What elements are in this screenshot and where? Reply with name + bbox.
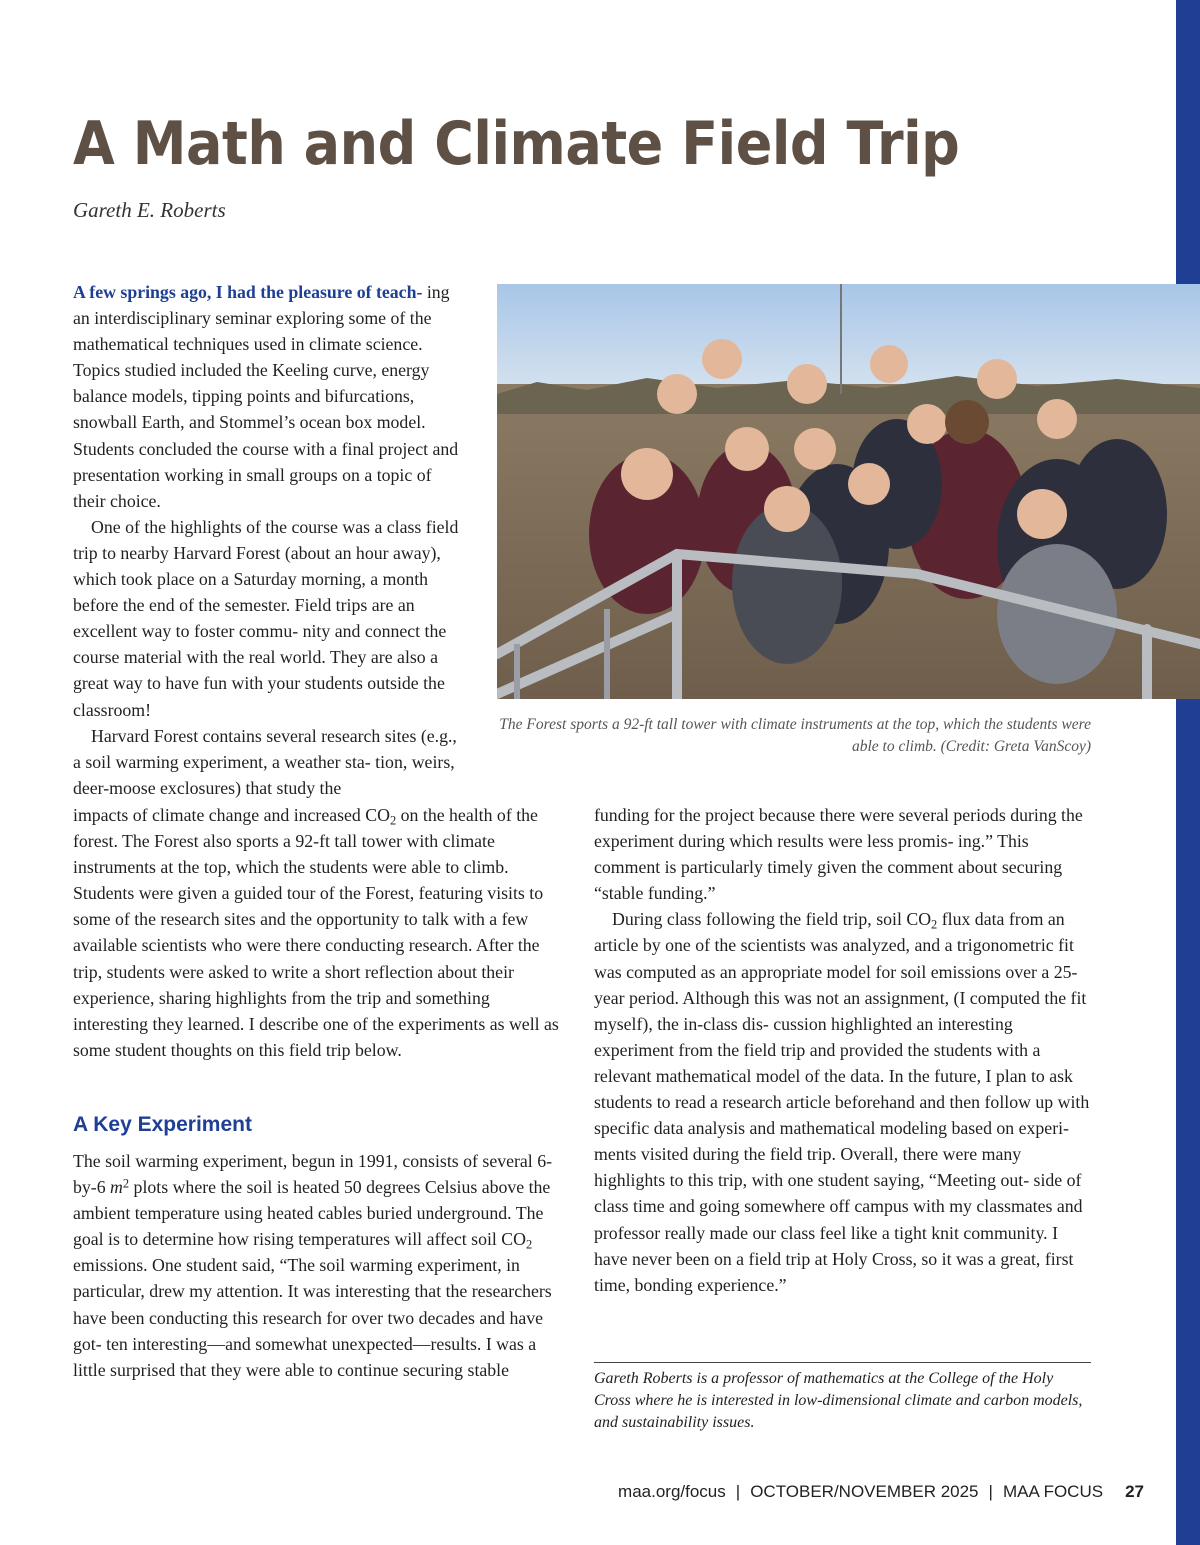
footer-magazine: MAA FOCUS xyxy=(1002,1482,1104,1501)
group-photo-illustration xyxy=(497,284,1200,699)
intro-paragraph-3-start: Harvard Forest contains several research sites (e.g., a soil warming experiment, a weather sta- tion, weirs, deer-moose exclosures) that study the xyxy=(73,725,457,798)
right-main-column xyxy=(594,802,1092,1298)
intro-column xyxy=(73,279,468,801)
footer-issue: OCTOBER/NOVEMBER 2025 xyxy=(750,1482,979,1501)
intro-paragraph-1: A few springs ago, I had the pleasure of teach- ing an interdisciplinary seminar exploring some of the mathematical techniques used in climate science. Topics studied included the Keeling curve, energy balance models, tipping points and bifurcations, snowball Earth, and Stommel’s ocean box model. Students concluded the course with a final project and presentation working in small groups on a topic of their choice. xyxy=(73,282,459,511)
section-heading: A Key Experiment xyxy=(73,1112,252,1136)
page-footer: maa.org/focus | OCTOBER/NOVEMBER 2025 | MAA FOCUS 27 xyxy=(618,1482,1144,1501)
page-number: 27 xyxy=(1125,1482,1144,1501)
photo-caption: The Forest sports a 92-ft tall tower with climate instruments at the top, which the students were able to climb. (Credit: Greta VanScoy) xyxy=(499,716,1091,755)
right-paragraph-1: funding for the project because there were several periods during the experiment during which results were less promis- ing.” This comment is particularly timely given the comment about securing “stable funding.” xyxy=(594,805,1083,904)
page-edge-bar xyxy=(1176,0,1200,1545)
field-trip-photo xyxy=(497,284,1200,699)
intro-paragraph-3-end: impacts of climate change and increased $CO_2$ on the health of the forest. The Forest also sports a 92-ft tall tower with climate instruments at the top, which the students were able to climb. Students were given a guided tour of the Forest, featuring visits to some of the research sites and the opportunity to talk with a few available scientists who were there conducting research. After the trip, students were asked to write a short reflection about their experience, sharing highlights from the trip and something interesting they learned. I describe one of the experiments as well as some student thoughts on this field trip below. xyxy=(73,805,559,1060)
author-bio: Gareth Roberts is a professor of mathematics at the College of the Holy Cross where he is interested in low-dimensional climate and carbon models, and sustainability issues. xyxy=(594,1362,1091,1434)
right-paragraph-2: During class following the field trip, soil $CO_2$ flux data from an article by one of the scientists was analyzed, and a trigonometric fit was computed as an appropriate model for soil emissions over a 25-year period. Although this was not an assignment, (I computed the fit myself), the in-class dis- cussion highlighted an interesting experiment from the field trip and provided the students with a relevant mathematical model of the data. In the future, I plan to ask students to read a research article beforehand and then follow up with specific data analysis and mathematical modeling based on experi- ments visited during the field trip. Overall, there were many highlights to this trip, with one student saying, “Meeting out- side of class time and going somewhere off campus with my classmates and professor really made our class feel like a tight knit community. I have never been on a field trip at Holy Cross, so it was a great, first time, bonding experience.” xyxy=(594,909,1090,1295)
intro-paragraph-2: One of the highlights of the course was a class field trip to nearby Harvard Forest (about an hour away), which took place on a Saturday morning, a month before the end of the semester. Field trips are an excellent way to foster commu- nity and connect the course material with the real world. They are also a great way to have fun with your students outside the classroom! xyxy=(73,516,459,720)
left-main-column xyxy=(73,802,569,1383)
article-title: A Math and Climate Field Trip xyxy=(73,109,960,179)
article-author: Gareth E. Roberts xyxy=(73,198,226,222)
lead-in: A few springs ago, I had the pleasure of teach- xyxy=(73,282,423,302)
section-paragraph-1: The soil warming experiment, begun in 1991, consists of several 6-by-6 $m^2$ plots where the soil is heated 50 degrees Celsius above the ambient temperature using heated cables buried underground. The goal is to determine how rising temperatures will affect soil $CO_2$ emissions. One student said, “The soil warming experiment, in particular, drew my attention. It was interesting that the researchers have been conducting this research for over two decades and have got- ten interesting—and somewhat unexpected—results. I was a little surprised that they were able to continue securing stable xyxy=(73,1150,552,1380)
footer-url: maa.org/focus xyxy=(618,1482,726,1501)
